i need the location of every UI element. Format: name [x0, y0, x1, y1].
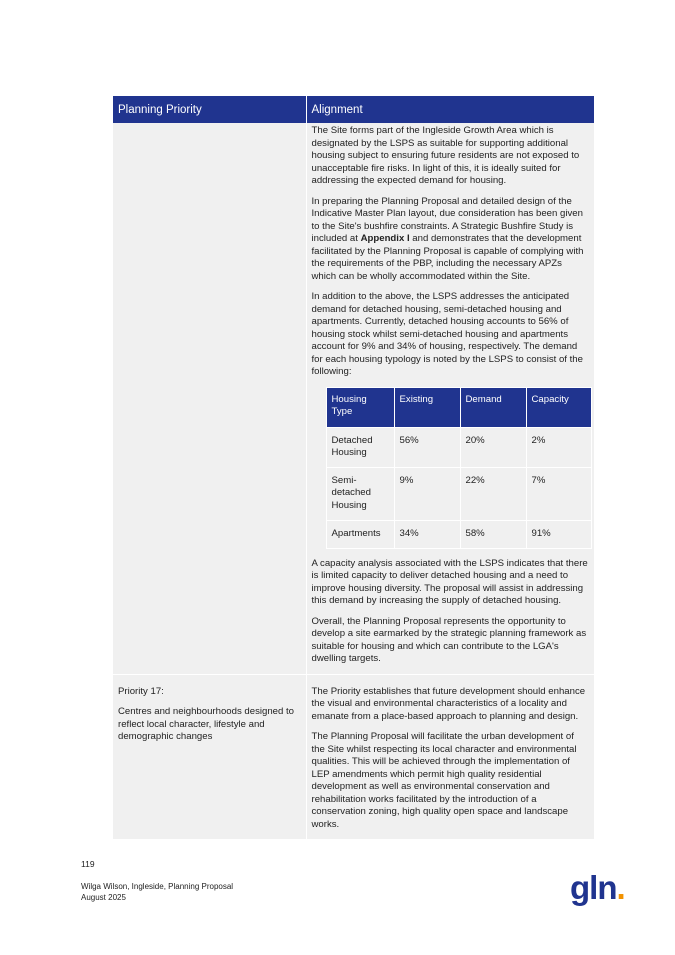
text-run: and demonstrates that the development facilitated by the Planning Proposal is capable of complying with the requirements of the PBP, including the necessary APZs which can be wholly accommodated within the Site.	[311, 233, 584, 282]
text-run: In preparing the Planning Proposal and detailed design of the Indicative Master Plan layout, due consideration has been given to the Site's bushfire constraints. A Strategic Bushfire Study is included at	[311, 195, 583, 244]
priority-cell	[113, 674, 306, 839]
alignment-paragraph: The Priority establishes that future development should enhance the visual and environmental characteristics of a locality and emanate from a place-based approach to planning and design.	[311, 685, 586, 722]
housing-type-cell: Apartments	[326, 520, 394, 548]
priority-cell-empty	[113, 123, 306, 674]
logo-text: gln	[570, 869, 617, 906]
priority-description: Centres and neighbourhoods designed to reflect local character, lifestyle and demographic changes	[118, 706, 295, 742]
table-row	[113, 674, 594, 839]
table-row	[326, 467, 591, 520]
alignment-paragraph	[312, 196, 590, 284]
priority-label: Priority 17:	[118, 685, 164, 697]
capacity-cell: 91%	[526, 520, 591, 548]
alignment-paragraph: A capacity analysis associated with the LSPS indicates that there is limited capacity to deliver detached housing and a need to improve housing diversity. The proposal will assist in addressing this demand by increasing the supply of detached housing.	[311, 557, 588, 606]
alignment-paragraph: Overall, the Planning Proposal represents the opportunity to develop a site earmarked by the strategic planning framework as suitable for housing and which can contribute to the LGA's dwelling targets.	[311, 615, 587, 664]
planning-priority-table	[113, 96, 594, 839]
appendix-reference: Appendix I	[360, 233, 410, 244]
housing-table-header	[326, 387, 591, 427]
alignment-paragraph: The Site forms part of the Ingleside Growth Area which is designated by the LSPS as suitable for supporting additional housing subject to ensuring future residents are not exposed to unacceptable fire risks. In light of this, it is ideally suited for addressing the expected demand for housing.	[311, 125, 580, 186]
existing-cell: 9%	[394, 467, 460, 520]
logo-dot: .	[616, 869, 625, 906]
table-row	[326, 520, 591, 548]
header-alignment: Alignment	[306, 96, 594, 123]
housing-header-existing: Existing	[394, 387, 460, 427]
capacity-cell: 7%	[526, 467, 591, 520]
existing-cell: 34%	[394, 520, 460, 548]
housing-type-table	[326, 387, 592, 549]
table-row	[326, 427, 591, 467]
housing-type-cell: Detached Housing	[326, 427, 394, 467]
housing-type-cell: Semi-detached Housing	[326, 467, 394, 520]
alignment-paragraph: The Planning Proposal will facilitate the urban development of the Site whilst respecting its local character and environmental qualities. This will be achieved through the implementation of LEP amendments which permit high quality residential development as well as environmental conservation and rehabilitation works facilitated by the introduction of a conservation zoning, high quality open space and landscape works.	[311, 731, 577, 830]
demand-cell: 20%	[460, 427, 526, 467]
alignment-cell	[306, 674, 594, 839]
existing-cell: 56%	[394, 427, 460, 467]
table-header-row	[113, 96, 594, 123]
gln-logo	[570, 870, 625, 906]
alignment-paragraph: In addition to the above, the LSPS addresses the anticipated demand for detached housing, semi-detached housing and apartments. Currently, detached housing accounts to 56% of housing stock whilst semi-detached housing and apartments account for 9% and 34% of housing, respectively. The demand for each housing typology is noted by the LSPS to consist of the following:	[311, 291, 583, 377]
footer-document-title: Wilga Wilson, Ingleside, Planning Proposal	[81, 882, 234, 891]
demand-cell: 58%	[460, 520, 526, 548]
demand-cell: 22%	[460, 467, 526, 520]
capacity-cell: 2%	[526, 427, 591, 467]
housing-header-type: Housing Type	[326, 387, 394, 427]
footer-date: August 2025	[81, 893, 126, 902]
table-row	[113, 123, 594, 674]
housing-header-demand: Demand	[460, 387, 526, 427]
header-planning-priority: Planning Priority	[113, 96, 306, 123]
housing-header-capacity: Capacity	[526, 387, 591, 427]
footer	[81, 881, 233, 903]
page-number: 119	[81, 859, 95, 869]
alignment-cell	[306, 123, 594, 674]
